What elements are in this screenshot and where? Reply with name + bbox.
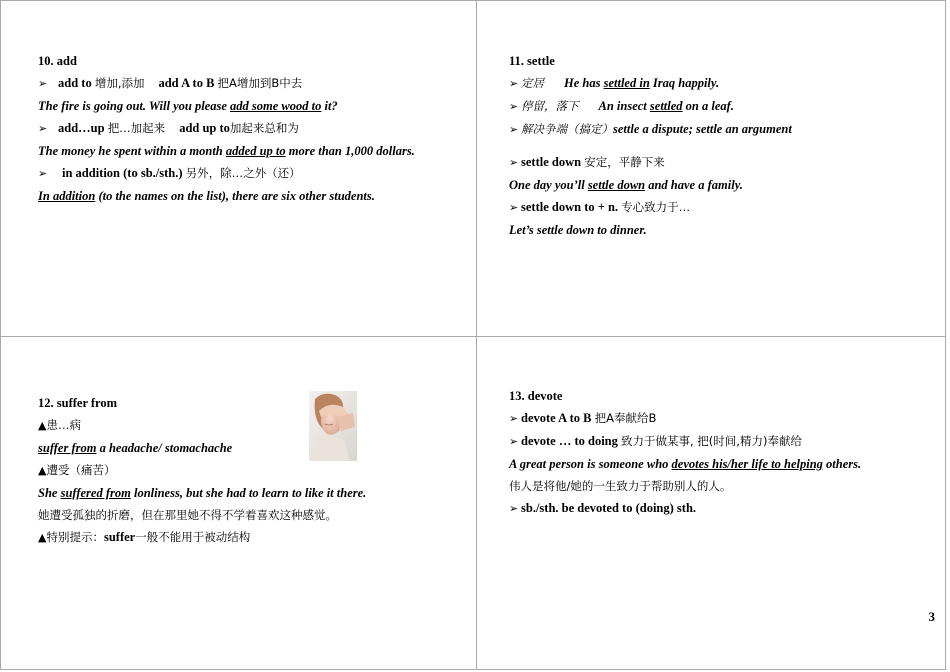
arrow-icon: ➢ — [38, 77, 48, 90]
line-settle-down: ➢ settle down 安定，平静下来 — [509, 151, 792, 174]
arrow-icon: ➢ — [509, 100, 519, 113]
example-great-person-zh: 伟人是将他/她的一生致力于帮助别人的人。 — [509, 479, 732, 493]
example-settle-down: One day you’ll settle down and have a family. — [509, 178, 743, 192]
example-loneliness-zh: 她遭受孤独的折磨，但在那里她不得不学着喜欢这种感觉。 — [38, 508, 337, 522]
page-number: 3 — [928, 609, 935, 624]
example-loneliness: She suffered from lonliness, but she had to learn to like it there. — [38, 486, 367, 500]
arrow-icon: ➢ — [509, 435, 519, 448]
line-in-addition: ➢ in addition (to sb./sth.) 另外，除…之外（还） — [38, 162, 415, 185]
line-settled-on: ➢ 停留，落下 An insect settled on a leaf. — [509, 95, 792, 118]
triangle-icon: ▲ — [38, 531, 47, 544]
arrow-icon: ➢ — [509, 412, 519, 425]
example-in-addition: In addition (to the names on the list), there are six other students. — [38, 189, 375, 203]
arrow-icon: ➢ — [509, 77, 519, 90]
tip-passive: ▲特别提示：suffer一般不能用于被动结构 — [38, 530, 251, 544]
example-headache: suffer from a headache/ stomachache — [38, 441, 233, 455]
arrow-icon: ➢ — [38, 122, 48, 135]
heading-devote: 13. devote — [509, 389, 563, 403]
triangle-icon: ▲ — [38, 464, 47, 477]
line-add-up: ➢ add…up 把…加起来 add up to加起来总和为 — [38, 117, 415, 140]
arrow-icon: ➢ — [38, 167, 48, 180]
example-add-wood: The fire is going out. Will you please add some wood to it? — [38, 99, 338, 113]
line-settle-down-to: ➢ settle down to + n. 专心致力于… — [509, 196, 792, 219]
example-added-up: The money he spent within a month added up to more than 1,000 dollars. — [38, 144, 415, 158]
arrow-icon: ➢ — [509, 123, 519, 136]
heading-suffer: 12. suffer from — [38, 396, 118, 410]
line-devote-a-to-b: ➢ devote A to B 把A奉献给B — [509, 407, 861, 430]
arrow-icon: ➢ — [509, 201, 519, 214]
arrow-icon: ➢ — [509, 156, 519, 169]
panel-add — [38, 50, 415, 207]
meaning-illness: ▲患…病 — [38, 418, 81, 432]
heading-settle: 11. settle — [509, 54, 555, 68]
panel-devote — [509, 385, 861, 520]
woman-headache-photo-icon — [309, 391, 357, 461]
line-devote-to-doing: ➢ devote … to doing 致力于做某事, 把(时间,精力)奉献给 — [509, 430, 861, 453]
example-great-person: A great person is someone who devotes his/her life to helping others. — [509, 457, 862, 471]
line-settle-dispute: ➢ 解决争端（搞定）settle a dispute; settle an argument — [509, 118, 792, 141]
heading-add: 10. add — [38, 54, 77, 68]
line-settle-in: ➢ 定居 He has settled in Iraq happily. — [509, 72, 792, 95]
panel-settle — [509, 50, 792, 241]
meaning-suffer-pain: ▲遭受（痛苦） — [38, 463, 116, 477]
arrow-icon: ➢ — [509, 502, 519, 515]
example-dinner: Let’s settle down to dinner. — [509, 223, 647, 237]
line-be-devoted-to: ➢ sb./sth. be devoted to (doing) sth. — [509, 497, 861, 520]
triangle-icon: ▲ — [38, 419, 47, 432]
line-add-to: ➢ add to 增加,添加 add A to B 把A增加到B中去 — [38, 72, 415, 95]
